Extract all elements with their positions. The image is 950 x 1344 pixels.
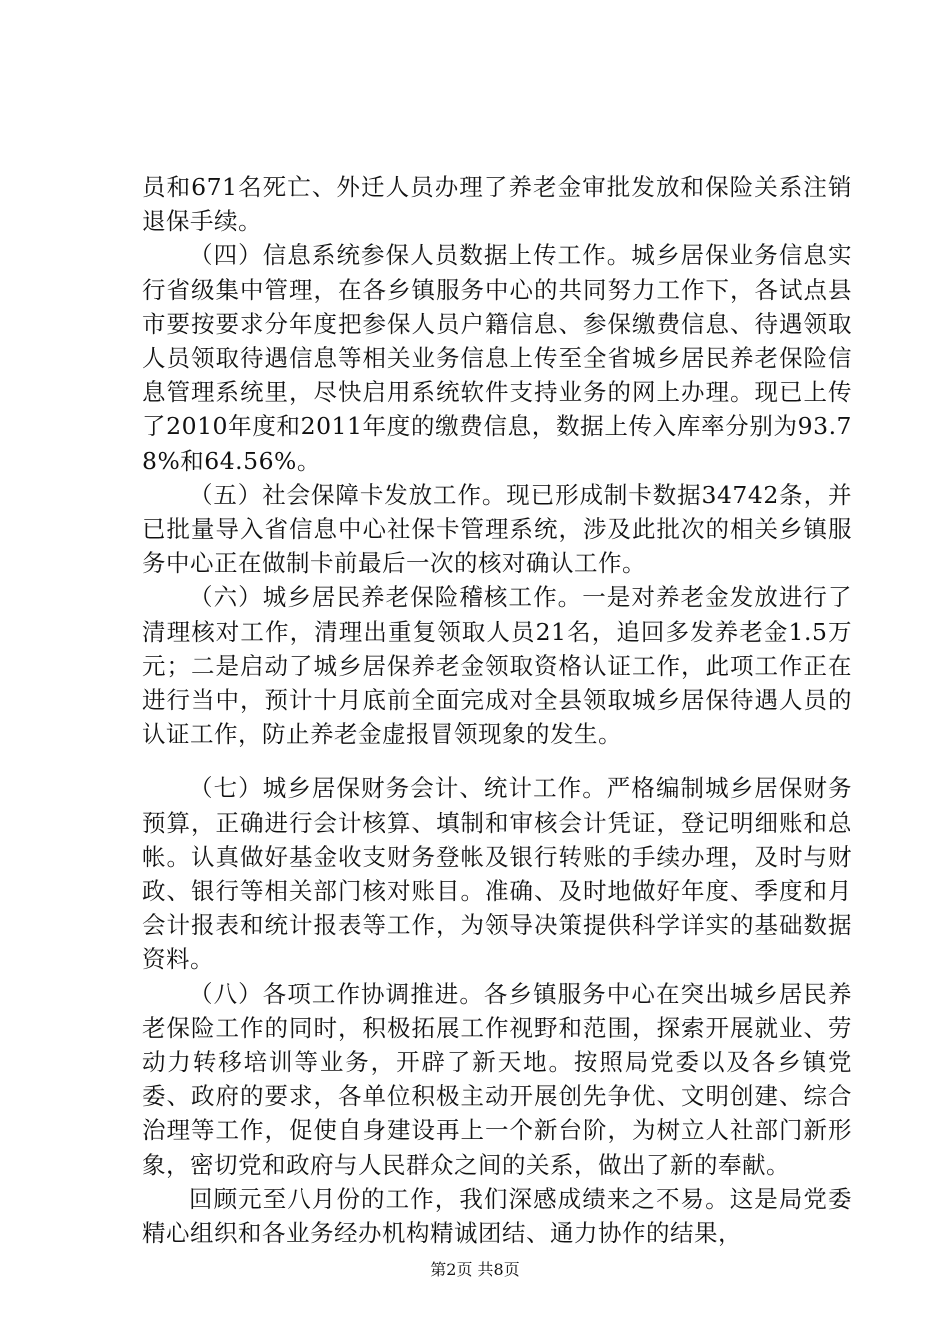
- paragraph-review: 回顾元至八月份的工作，我们深感成绩来之不易。这是局党委精心组织和各业务经办机构精诚团结、通力协作的结果，: [142, 1184, 852, 1248]
- paragraph-section-6: （六）城乡居民养老保险稽核工作。一是对养老金发放进行了清理核对工作，清理出重复领取人员21名，追回多发养老金1.5万元；二是启动了城乡居保养老金领取资格认证工作，此项工作正在进行当中，预计十月底前全面完成对全县领取城乡居保待遇人员的认证工作，防止养老金虚报冒领现象的发生。: [142, 583, 852, 749]
- paragraph-continuation: 员和671名死亡、外迁人员办理了养老金审批发放和保险关系注销退保手续。: [142, 173, 852, 236]
- document-body: [142, 170, 852, 1250]
- page-number-footer: 第2页 共8页: [430, 1260, 520, 1279]
- paragraph-section-8: （八）各项工作协调推进。各乡镇服务中心在突出城乡居民养老保险工作的同时，积极拓展工作视野和范围，探索开展就业、劳动力转移培训等业务，开辟了新天地。按照局党委以及各乡镇党委、政府的要求，各单位积极主动开展创先争优、文明创建、综合治理等工作，促使自身建设再上一个新台阶，为树立人社部门新形象，密切党和政府与人民群众之间的关系，做出了新的奉献。: [142, 979, 852, 1179]
- paragraph-section-4: （四）信息系统参保人员数据上传工作。城乡居保业务信息实行省级集中管理，在各乡镇服务中心的共同努力工作下，各试点县市要按要求分年度把参保人员户籍信息、参保缴费信息、待遇领取人员领取待遇信息等相关业务信息上传至全省城乡居民养老保险信息管理系统里，尽快启用系统软件支持业务的网上办理。现已上传了2010年度和2011年度的缴费信息，数据上传入库率分别为93.78%和64.56%。: [142, 241, 852, 475]
- paragraph-section-5: （五）社会保障卡发放工作。现已形成制卡数据34742条，并已批量导入省信息中心社保卡管理系统，涉及此批次的相关乡镇服务中心正在做制卡前最后一次的核对确认工作。: [142, 480, 852, 578]
- paragraph-section-7: （七）城乡居保财务会计、统计工作。严格编制城乡居保财务预算，正确进行会计核算、填制和审核会计凭证，登记明细账和总帐。认真做好基金收支财务登帐及银行转账的手续办理，及时与财政、银行等相关部门核对账目。准确、及时地做好年度、季度和月会计报表和统计报表等工作，为领导决策提供科学详实的基础数据资料。: [142, 774, 852, 974]
